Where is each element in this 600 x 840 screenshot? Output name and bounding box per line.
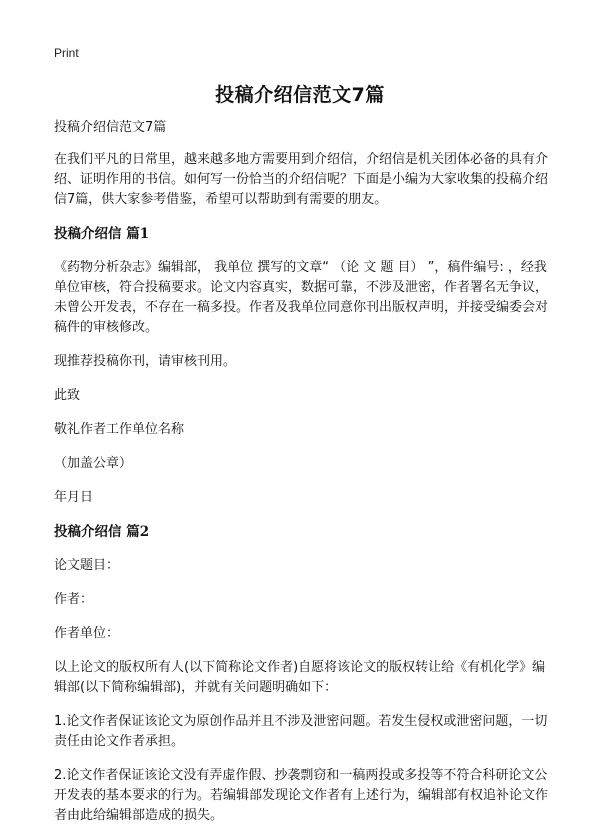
section1-date: 年月日: [54, 490, 94, 505]
section2-field-author: 作者：: [54, 592, 94, 607]
section-heading-2: 投稿介绍信 篇2: [54, 524, 150, 540]
section1-signature: 敬礼作者工作单位名称: [54, 422, 185, 437]
section2-field-affiliation: 作者单位：: [54, 626, 120, 641]
section1-recommend: 现推荐投稿你刊，请审核刊用。: [54, 354, 237, 369]
print-link[interactable]: Print: [54, 46, 79, 60]
section-heading-1: 投稿介绍信 篇1: [54, 226, 150, 242]
section2-item-2: 2.论文作者保证该论文没有弄虚作假、抄袭剽窃和一稿两投或多投等不符合科研论文公开发表的基本要求的行为。若编辑部发现论文作者有上述行为，编辑部有权追补论文作者由此给编辑部造成的损失。: [54, 768, 549, 823]
section2-paragraph: 以上论文的版权所有人(以下简称论文作者)自愿将该论文的版权转让给《有机化学》编辑部(以下简称编辑部)，并就有关问题明确如下：: [54, 660, 546, 695]
document-body: [54, 118, 552, 840]
section1-closing: 此致: [54, 388, 81, 403]
section2-item-1: 1.论文作者保证该论文为原创作品并且不涉及泄密问题。若发生侵权或泄密问题，一切责任由论文作者承担。: [54, 714, 548, 749]
section1-seal: （加盖公章）: [54, 456, 133, 471]
document-subtitle: 投稿介绍信范文7篇: [54, 120, 167, 135]
page-title: 投稿介绍信范文7篇: [215, 84, 385, 106]
section2-field-title: 论文题目：: [54, 558, 120, 573]
section1-paragraph: 《药物分析杂志》编辑部， 我单位 撰写的文章“ （论 文 题 目） ”，稿件编号: ，经我单位审核，符合投稿要求。论文内容真实，数据可靠，不涉及泄密，作者署名无争议，未曾公开发表，不存在一稿多投。作者及我单位同意你刊出版权声明，并接受编委会对稿件的审核修改。: [54, 260, 549, 335]
intro-paragraph: 在我们平凡的日常里，越来越多地方需要用到介绍信，介绍信是机关团体必备的具有介绍、证明作用的书信。如何写一份恰当的介绍信呢？下面是小编为大家收集的投稿介绍信7篇，供大家参考借鉴，希望可以帮助到有需要的朋友。: [54, 152, 549, 207]
